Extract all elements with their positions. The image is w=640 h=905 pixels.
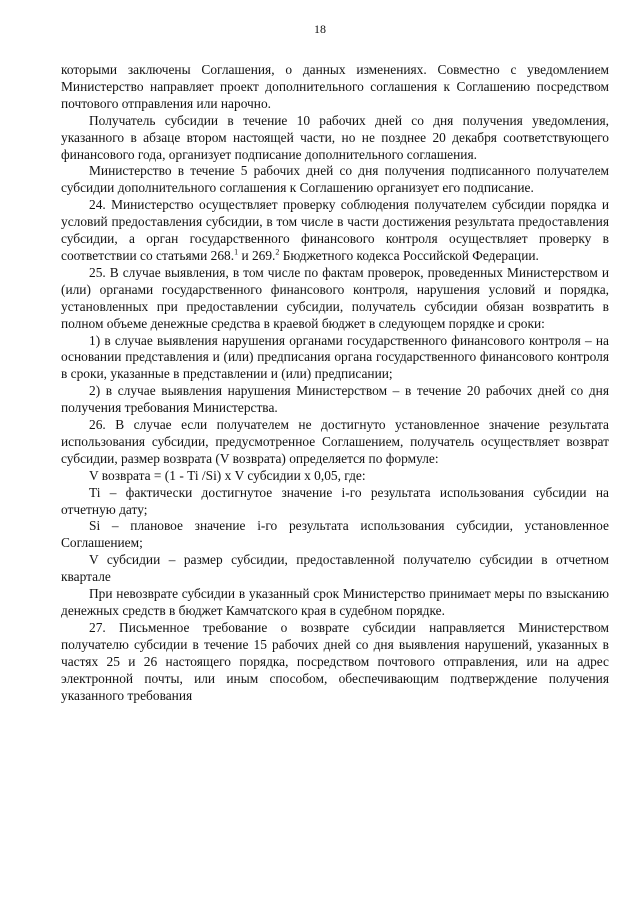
- paragraph-24-text-b: и 269.: [238, 247, 276, 263]
- paragraph-25-item-2: 2) в случае выявления нарушения Министерством – в течение 20 рабочих дней со дня получения требования Министерства.: [61, 383, 609, 416]
- superscript-1: 1: [234, 247, 239, 257]
- page-number: 18: [314, 22, 326, 36]
- paragraph-26: 26. В случае если получателем не достигнуто установленное значение результата использования субсидии, предусмотренное Соглашением, получатель осуществляет возврат субсидии, размер возврата (V возврата) определяется по формуле:: [61, 417, 609, 466]
- paragraph-24-text-c: Бюджетного кодекса Российской Федерации.: [279, 247, 539, 263]
- paragraph-non-return: При невозврате субсидии в указанный срок Министерство принимает меры по взысканию денежных средств в бюджет Камчатского края в судебном порядке.: [61, 586, 609, 618]
- paragraph-25-item-1: 1) в случае выявления нарушения органами государственного финансового контроля – на основании представления и (или) предписания органа государственного финансового контроля в сроки, указанные в представлении и (или) предписании;: [61, 332, 609, 382]
- document-body: [61, 62, 609, 704]
- formula-definition-ti: Ti – фактически достигнутое значение i-го результата использования субсидии на отчетную дату;: [61, 484, 609, 517]
- paragraph-ministry-signing: Министерство в течение 5 рабочих дней со дня получения подписанного получателем субсидии дополнительного соглашения к Соглашению организует его подписание.: [61, 163, 609, 196]
- superscript-2: 2: [275, 247, 280, 257]
- formula-definition-v: V субсидии – размер субсидии, предоставленной получателю субсидии в отчетном квартале: [61, 552, 609, 585]
- paragraph-continuation: которыми заключены Соглашения, о данных изменениях. Совместно с уведомлением Министерство направляет проект дополнительного соглашения к Соглашению посредством почтового отправления или нарочно.: [61, 62, 609, 111]
- paragraph-24: [61, 197, 609, 265]
- formula-definition-si: Si – плановое значение i-го результата использования субсидии, установленное Соглашением;: [61, 518, 609, 551]
- formula: V возврата = (1 - Ti /Si) х V субсидии х 0,05, где:: [89, 467, 366, 483]
- paragraph-24-text-a: 24. Министерство осуществляет проверку соблюдения получателем субсидии порядка и условий предоставления субсидии, в том числе в части достижения результата предоставления субсидии, а орган государственного финансового контроля осуществляет проверку в соответствии со статьями 268.: [61, 197, 609, 263]
- paragraph-recipient-signing: Получатель субсидии в течение 10 рабочих дней со дня получения уведомления, указанного в абзаце втором настоящей части, но не позднее 20 декабря соответствующего финансового года, организует подписание дополнительного соглашения.: [61, 112, 609, 162]
- paragraph-27: 27. Письменное требование о возврате субсидии направляется Министерством получателю субсидии в течение 15 рабочих дней со дня выявления нарушений, указанных в частях 25 и 26 настоящего порядка, посредством почтового отправления, или на адрес электронной почты, или иным способом, обеспечивающим подтверждение получения указанного требования: [61, 619, 609, 703]
- paragraph-25: 25. В случае выявления, в том числе по фактам проверок, проведенных Министерством и (или) органами государственного финансового контроля, нарушения условий и порядка, установленных при предоставлении субсидии, получатель субсидии обязан возвратить в полном объеме денежные средства в краевой бюджет в следующем порядке и сроки:: [61, 264, 609, 331]
